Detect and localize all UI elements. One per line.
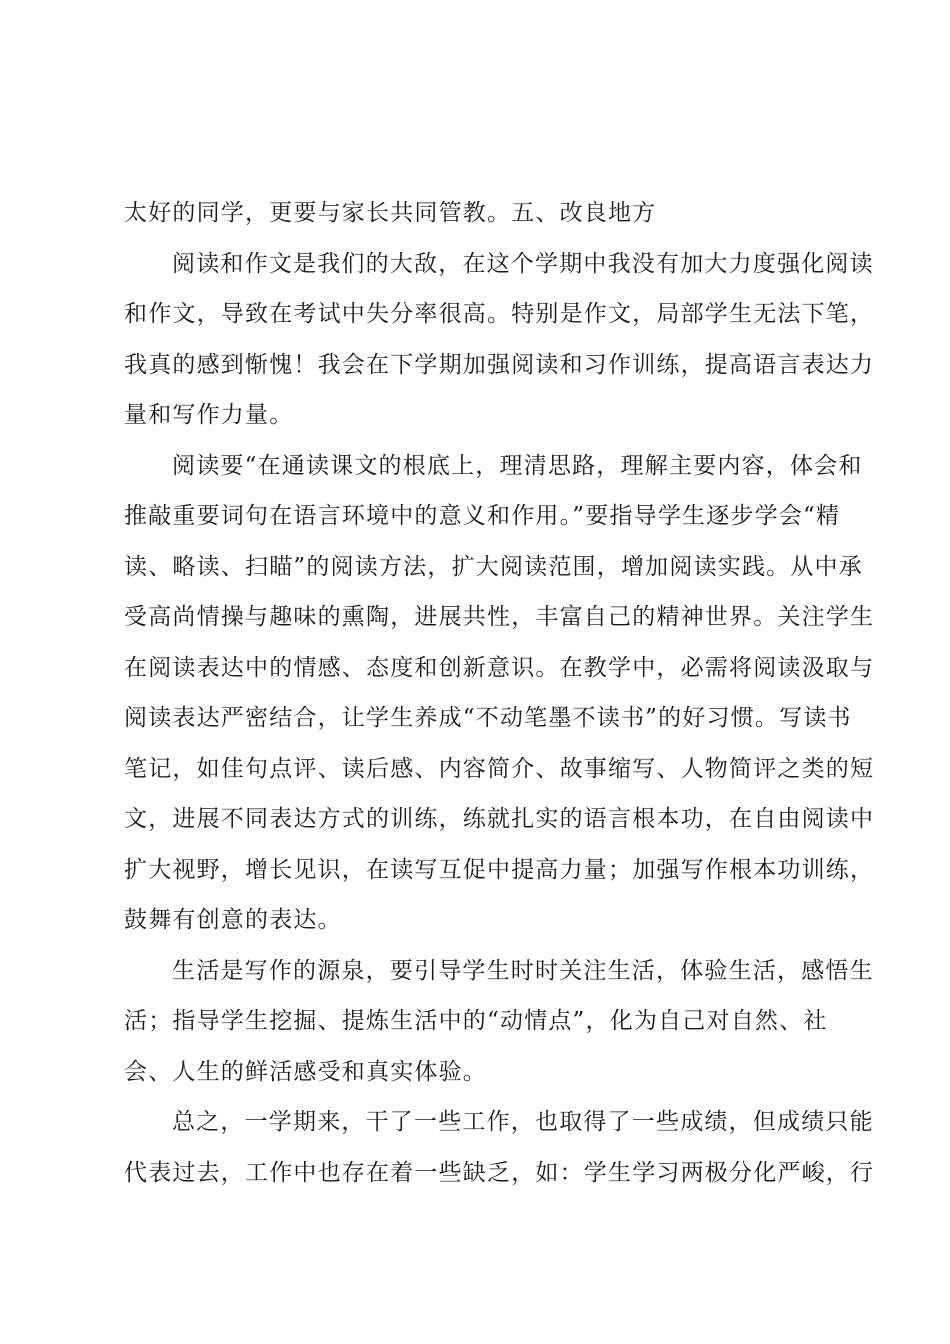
text-line: 太好的同学，更要与家长共同管教。五、改良地方	[124, 200, 657, 226]
text-line: 文，进展不同表达方式的训练，练就扎实的语言根本功，在自由阅读中	[124, 806, 875, 832]
text-line: 受高尚情操与趣味的熏陶，进展共性，丰富自己的精神世界。关注学生	[124, 604, 875, 630]
text-line: 扩大视野，增长见识，在读写互促中提高力量；加强写作根本功训练，	[124, 856, 875, 883]
text-line: 活；指导学生挖掘、提炼生活中的“动情点”，化为自己对自然、社	[124, 1008, 828, 1034]
text-line: 阅读表达严密结合，让学生养成“不动笔墨不读书”的好习惯。写读书	[124, 705, 852, 731]
text-line: 阅读要“在通读课文的根底上，理清思路，理解主要内容，体会和	[172, 452, 863, 479]
text-line: 推敲重要词句在语言环境中的意义和作用。”要指导学生逐步学会“精	[124, 503, 841, 529]
text-line: 笔记，如佳句点评、读后感、内容简介、故事缩写、人物简评之类的短	[124, 755, 875, 782]
text-line: 在阅读表达中的情感、态度和创新意识。在教学中，必需将阅读汲取与	[124, 654, 875, 681]
text-line: 鼓舞有创意的表达。	[124, 907, 342, 933]
text-line: 量和写作力量。	[124, 402, 294, 428]
text-line: 总之，一学期来，干了一些工作，也取得了一些成绩，但成绩只能	[172, 1109, 874, 1135]
text-line: 代表过去，工作中也存在着一些缺乏，如：学生学习两极分化严峻，行	[124, 1159, 875, 1186]
text-line: 读、略读、扫瞄”的阅读方法，扩大阅读范围，增加阅读实践。从中承	[124, 553, 863, 580]
text-line: 和作文，导致在考试中失分率很高。特别是作文，局部学生无法下笔，	[124, 301, 875, 327]
text-line: 我真的感到惭愧！我会在下学期加强阅读和习作训练，提高语言表达力	[124, 351, 875, 378]
text-line: 会、人生的鲜活感受和真实体验。	[124, 1058, 487, 1085]
text-line: 生活是写作的源泉，要引导学生时时关注生活，体验生活，感悟生	[172, 957, 874, 984]
document-body	[124, 188, 875, 1198]
text-line: 阅读和作文是我们的大敌，在这个学期中我没有加大力度强化阅读	[172, 250, 874, 277]
